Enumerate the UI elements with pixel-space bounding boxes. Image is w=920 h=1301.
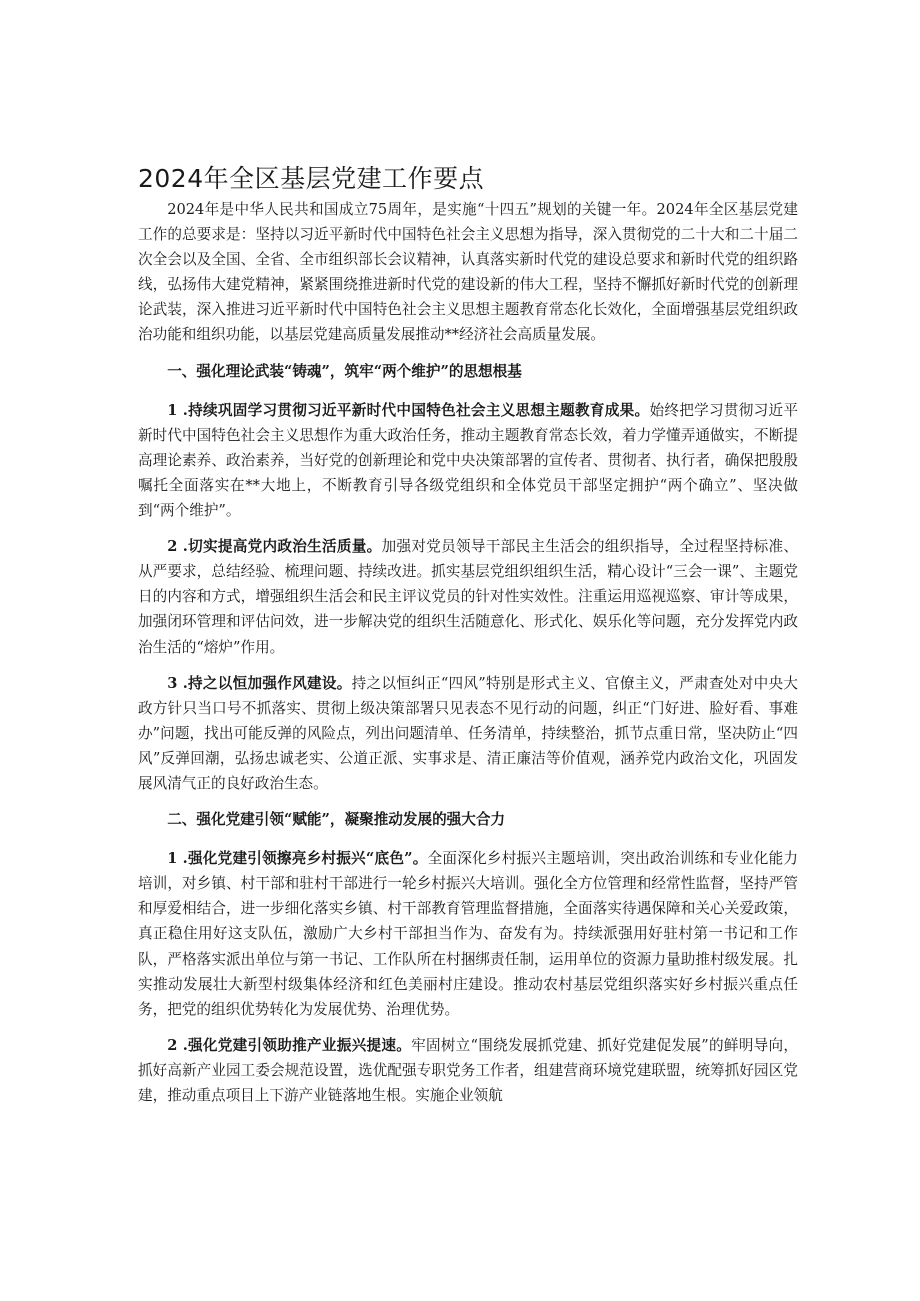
section-2-item-2-lead: 2 .强化党建引领助推产业振兴提速。 (167, 1036, 412, 1054)
section-2-heading: 二、强化党建引领“赋能”，凝聚推动发展的强大合力 (167, 811, 506, 829)
section-1-item-1-lead: 1 .持续巩固学习贯彻习近平新时代中国特色社会主义思想主题教育成果。 (167, 401, 650, 419)
section-2-item-2 (138, 1033, 798, 1108)
section-1-item-3-lead: 3 .持之以恒加强作风建设。 (167, 674, 352, 692)
section-1-item-1-text: 始终把学习贯彻习近平新时代中国特色社会主义思想作为重大政治任务，推动主题教育常态长效，着力学懂弄通做实，不断提高理论素养、政治素养，当好党的创新理论和党中央决策部署的宣传者、贯彻者、执行者，确保把殷殷嘱托全面落实在**大地上，不断教育引导各级党组织和全体党员干部坚定拥护“两个确立”、坚决做到“两个维护”。 (138, 401, 798, 520)
section-1-heading: 一、强化理论武装“铸魂”，筑牢“两个维护”的思想根基 (167, 362, 522, 380)
section-1-item-1 (138, 398, 798, 523)
section-2-item-1 (138, 846, 798, 1022)
document-body (138, 197, 798, 1119)
intro-paragraph: 2024年是中华人民共和国成立75周年，是实施“十四五”规划的关键一年。2024年全区基层党建工作的总要求是：坚持以习近平新时代中国特色社会主义思想为指导，深入贯彻党的二十大和二十届二次全会以及全国、全省、全市组织部长会议精神，认真落实新时代党的建设总要求和新时代党的组织路线，弘扬伟大建党精神，紧紧围绕推进新时代党的建设新的伟大工程，坚持不懈抓好新时代党的创新理论武装，深入推进习近平新时代中国特色社会主义思想主题教育常态化长效化，全面增强基层党组织政治功能和组织功能，以基层党建高质量发展推动**经济社会高质量发展。 (138, 201, 798, 344)
section-1-item-3 (138, 671, 798, 796)
section-1-item-3-text: 持之以恒纠正“四风”特别是形式主义、官僚主义，严肃查处对中央大政方针只当口号不抓落实、贯彻上级决策部署只见表态不见行动的问题，纠正“门好进、脸好看、事难办”问题，找出可能反弹的风险点，列出问题清单、任务清单，持续整治，抓节点重日常，坚决防止“四风”反弹回潮，弘扬忠诚老实、公道正派、实事求是、清正廉洁等价值观，涵养党内政治文化，巩固发展风清气正的良好政治生态。 (138, 674, 798, 792)
section-1-item-2 (138, 534, 798, 659)
section-1-item-2-text: 加强对党员领导干部民主生活会的组织指导，全过程坚持标准、从严要求，总结经验、梳理问题、持续改进。抓实基层党组织组织生活，精心设计“三会一课”、主题党日的内容和方式，增强组织生活会和民主评议党员的针对性实效性。注重运用巡视巡察、审计等成果，加强闭环管理和评估问效，进一步解决党的组织生活随意化、形式化、娱乐化等问题，充分发挥党内政治生活的“熔炉”作用。 (138, 538, 798, 656)
document-title: 2024年全区基层党建工作要点 (138, 163, 485, 193)
section-1-item-2-lead: 2 .切实提高党内政治生活质量。 (167, 538, 382, 556)
section-2-item-1-text: 全面深化乡村振兴主题培训，突出政治训练和专业化能力培训，对乡镇、村干部和驻村干部进行一轮乡村振兴大培训。强化全方位管理和经常性监督，坚持严管和厚爱相结合，进一步细化落实乡镇、村干部教育管理监督措施，全面落实待遇保障和关心关爱政策，真正稳住用好这支队伍，激励广大乡村干部担当作为、奋发有为。持续派强用好驻村第一书记和工作队，严格落实派出单位与第一书记、工作队所在村捆绑责任制，运用单位的资源力量助推村级发展。扎实推动发展壮大新型村级集体经济和红色美丽村庄建设。推动农村基层党组织落实好乡村振兴重点任务，把党的组织优势转化为发展优势、治理优势。 (138, 850, 798, 1018)
section-2-item-2-text: 牢固树立“围绕发展抓党建、抓好党建促发展”的鲜明导向，抓好高新产业园工委会规范设置，选优配强专职党务工作者，组建营商环境党建联盟，统筹抓好园区党建，推动重点项目上下游产业链落地生根。实施企业领航 (138, 1036, 798, 1104)
section-2-item-1-lead: 1 .强化党建引领擦亮乡村振兴“底色”。 (167, 850, 428, 868)
